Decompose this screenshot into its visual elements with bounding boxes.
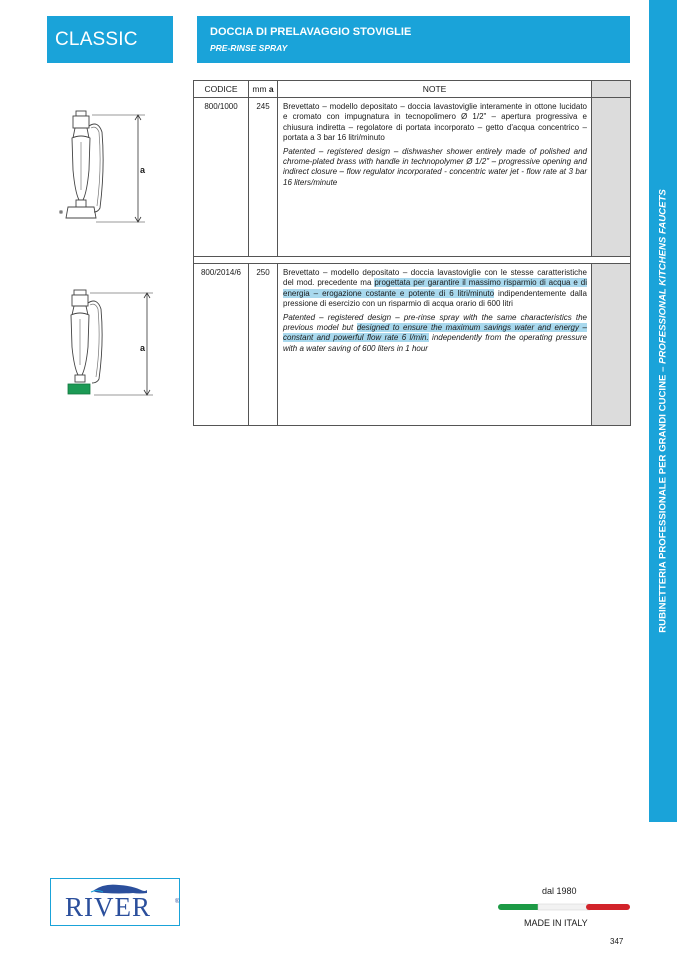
grey-column-cell bbox=[592, 98, 631, 257]
river-logo bbox=[50, 878, 180, 926]
header-code: CODICE bbox=[194, 81, 249, 98]
note-it-part-2: indipendentemente dalla pressione di esercizio con un risparmio di acqua orario di 600 litri bbox=[283, 288, 587, 309]
italian-flag-bar bbox=[498, 903, 630, 911]
note-en-part-1: Patented – registered design – pre-rinse spray with the same characteristics the previous model but bbox=[283, 312, 587, 333]
product-table bbox=[193, 80, 631, 426]
side-text-en: PROFESSIONAL KITCHENS FAUCETS bbox=[657, 189, 669, 364]
grey-column-cell bbox=[592, 264, 631, 426]
flag-white bbox=[538, 904, 590, 910]
note-english: Patented – registered design – dishwasher shower entirely made of polished and chrome-plated brass with handle in technopolymer Ø 1/2" – progressive opening and indirect closure – flow regulator incorporated - concentric water jet - flow rate at 3 bar 16 liters/minute bbox=[283, 146, 587, 187]
header-note: NOTE bbox=[278, 81, 592, 98]
table-row bbox=[194, 264, 631, 426]
registered-mark: ® bbox=[175, 899, 180, 905]
header-empty bbox=[592, 81, 631, 98]
header-mm bbox=[249, 81, 278, 98]
row-gap bbox=[194, 257, 631, 264]
product-code: 800/2014/6 bbox=[194, 264, 249, 426]
page-title-en: PRE-RINSE SPRAY bbox=[210, 43, 288, 53]
header-mm-unit: mm bbox=[252, 84, 267, 94]
product-note bbox=[278, 98, 592, 257]
side-text-it: RUBINETTERIA PROFESSIONALE PER GRANDI CUCINE bbox=[657, 374, 669, 633]
table-header-row bbox=[194, 81, 631, 98]
header-mm-dim: a bbox=[268, 84, 274, 94]
brand-name: RIVER bbox=[65, 892, 151, 922]
note-italian bbox=[283, 268, 587, 310]
made-in-italy: MADE IN ITALY bbox=[524, 918, 588, 928]
note-it-part-1: Brevettato – modello depositato – doccia lavastoviglie con le stesse caratteristiche del mod. precedente ma bbox=[283, 268, 587, 288]
table-row bbox=[194, 98, 631, 257]
product-dimension: 245 bbox=[249, 98, 278, 257]
title-box bbox=[197, 16, 630, 63]
side-band-text bbox=[658, 0, 669, 822]
flag-green bbox=[498, 904, 542, 910]
note-english bbox=[283, 313, 587, 355]
flag-red bbox=[586, 904, 630, 910]
note-en-highlight: designed to ensure the maximum savings water and energy – constant and powerful flow rate 6 l/min. bbox=[283, 323, 587, 343]
green-nozzle bbox=[68, 384, 90, 394]
dimension-label: a bbox=[140, 165, 146, 175]
product-note bbox=[278, 264, 592, 426]
note-en-part-2: independently from the operating pressure with a water saving of 600 liters in 1 hour bbox=[283, 333, 587, 353]
side-text-separator: – bbox=[657, 363, 669, 375]
dimension-label: a bbox=[140, 343, 146, 353]
product-dimension: 250 bbox=[249, 264, 278, 426]
page-title-it: DOCCIA DI PRELAVAGGIO STOVIGLIE bbox=[210, 26, 412, 38]
product-code: 800/1000 bbox=[194, 98, 249, 257]
since-label: dal 1980 bbox=[542, 886, 577, 896]
series-label: CLASSIC bbox=[55, 29, 138, 50]
note-italian: Brevettato – modello depositato – doccia lavastoviglie interamente in ottone lucidato e cromato con impugnatura in tecnopolimero Ø 1/2" – apertura progressiva e chiusura indiretta – regolatore di portata incorporato – getto d'acqua concentrico – portata a 3 bar 16 litri/minuto bbox=[283, 102, 587, 143]
page-number: 347 bbox=[610, 937, 624, 946]
note-it-highlight: progettata per garantire il massimo risparmio di acqua e di energia – erogazione costante e potente di 6 litri/minuto bbox=[283, 278, 587, 298]
series-label-box bbox=[47, 16, 173, 63]
